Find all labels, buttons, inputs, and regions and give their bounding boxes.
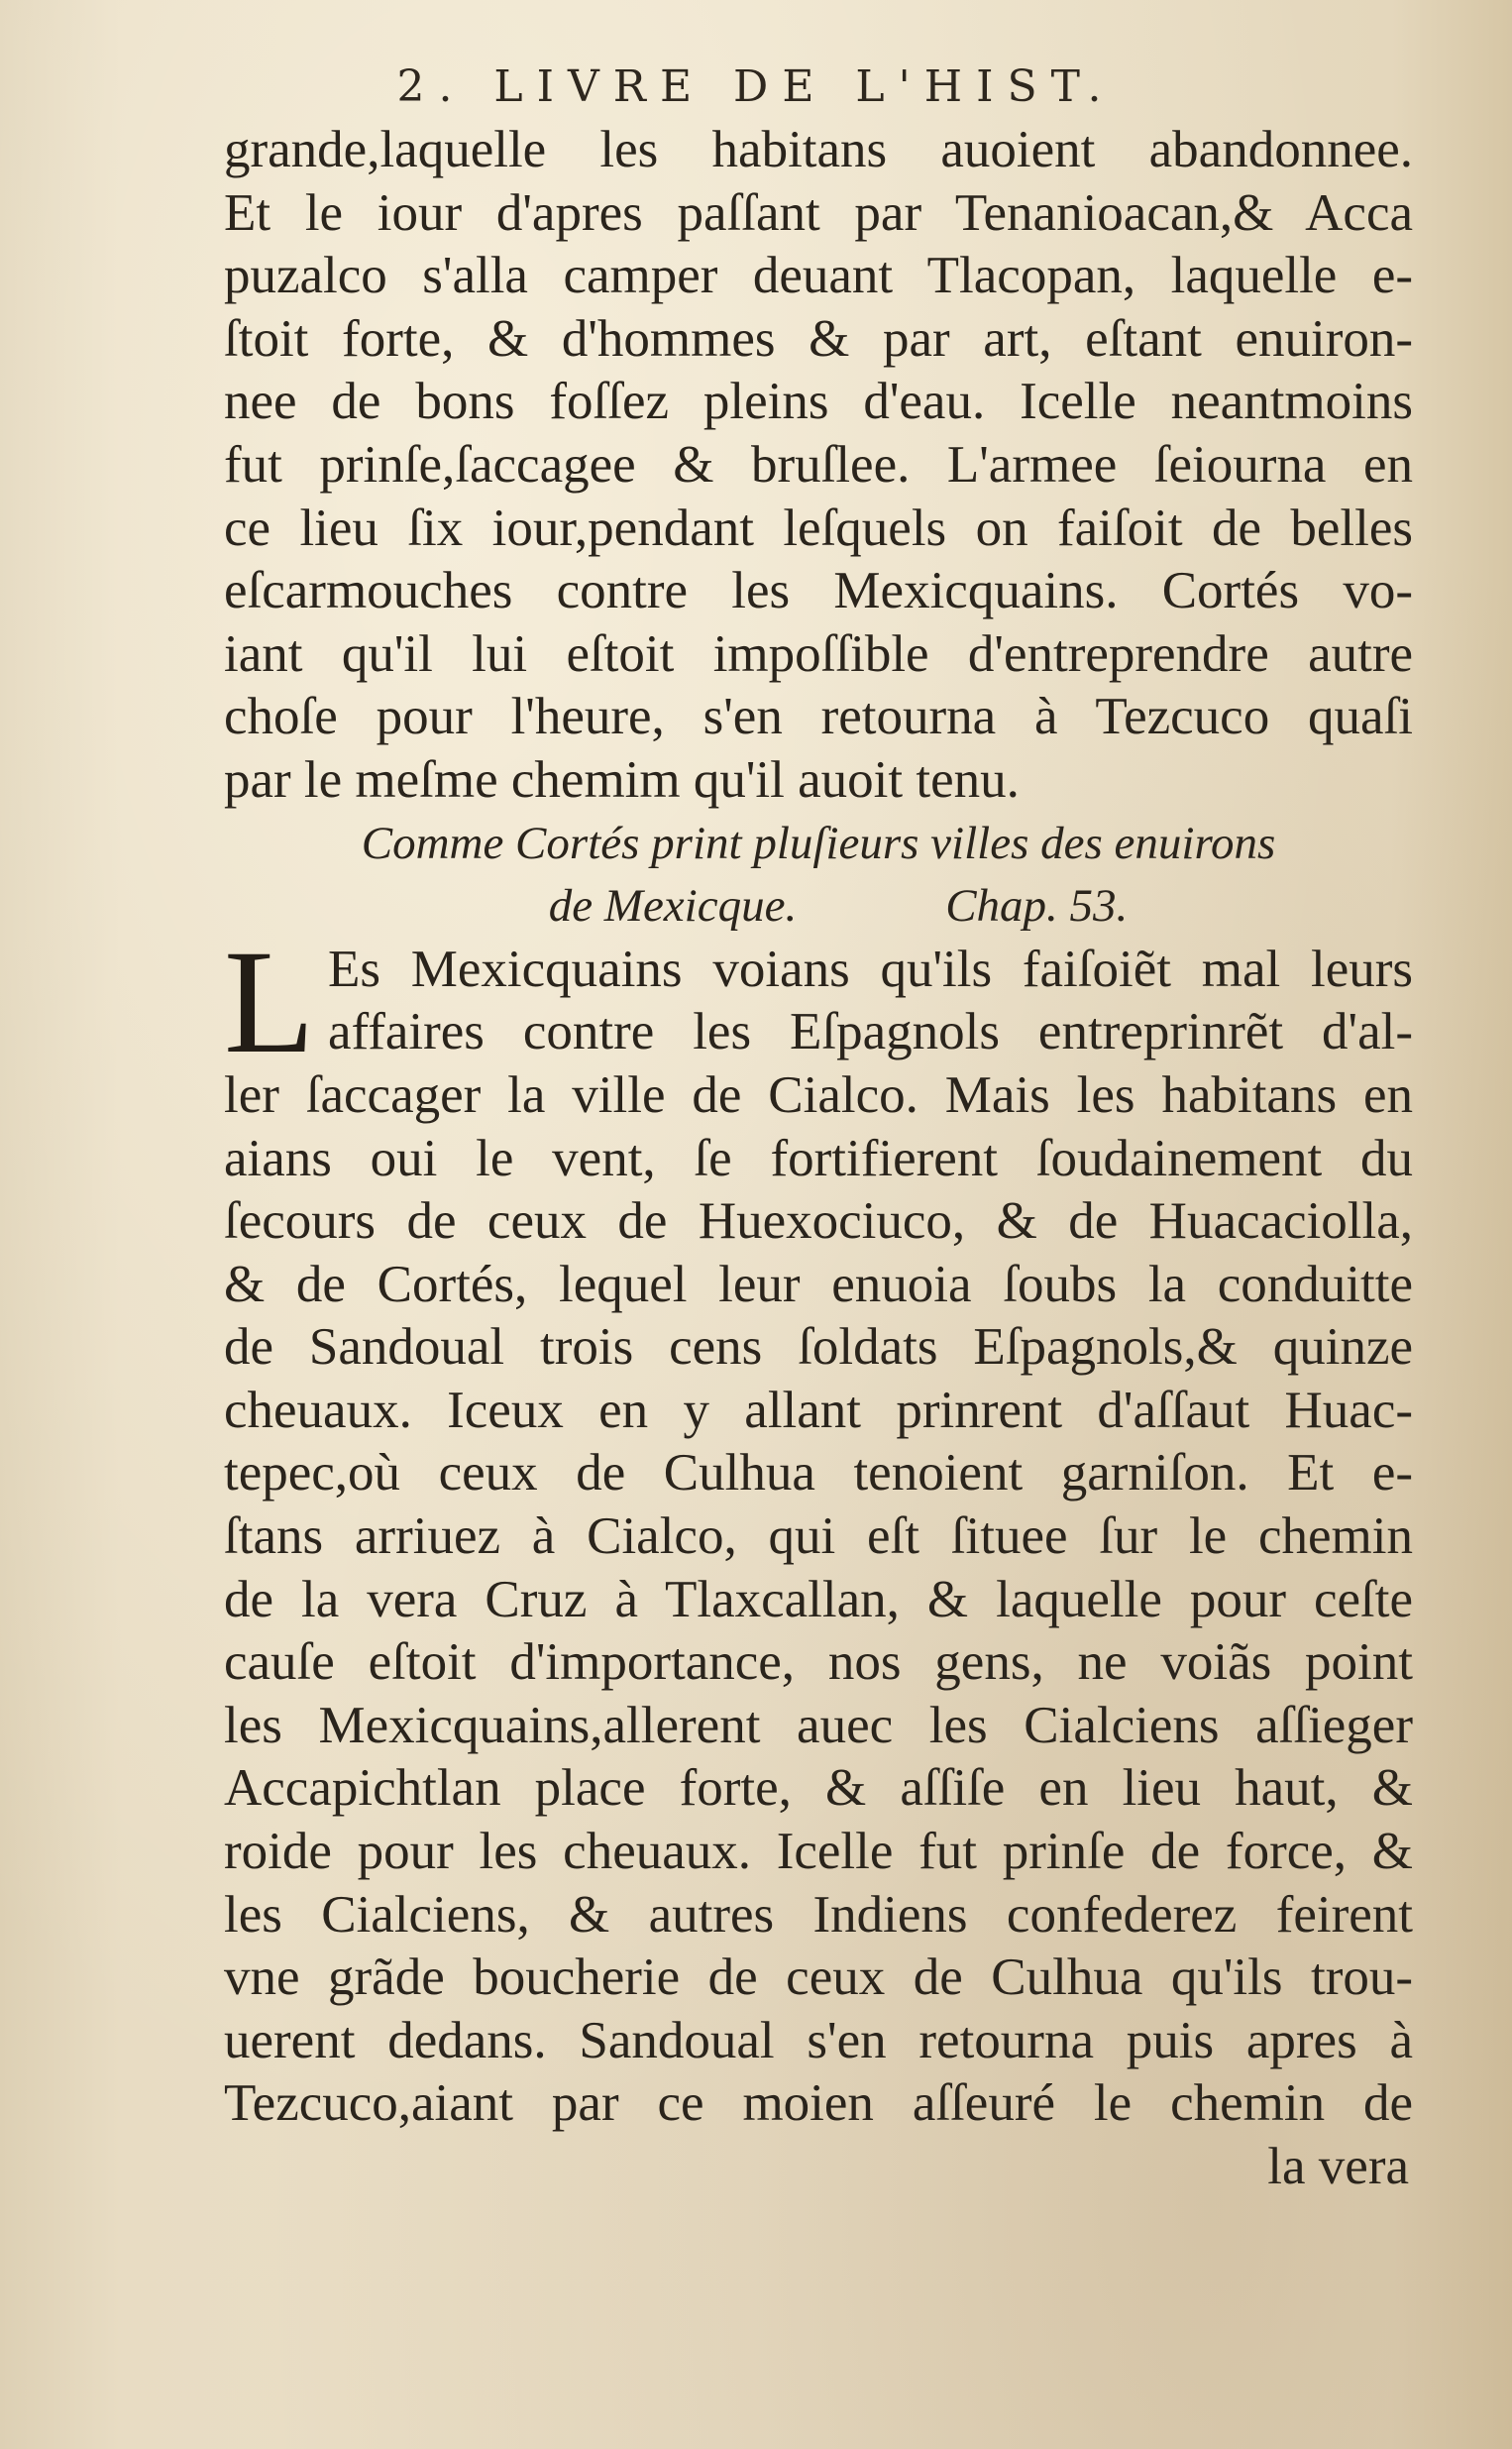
catchword: la vera <box>1267 2138 1409 2195</box>
text-line: aians oui le vent, ſe fortifierent ſoudainement du <box>224 1129 1413 1187</box>
text-line: de Sandoual trois cens ſoldats Eſpagnols,& quinze <box>224 1318 1413 1377</box>
text-line: & de Cortés, lequel leur enuoia ſoubs la conduitte <box>224 1255 1413 1313</box>
text-line: grande,laquelle les habitans auoient abandonnee. <box>224 121 1413 178</box>
chapter-caption-line-1: Comme Cortés print pluſieurs villes des enuirons <box>361 817 1276 869</box>
caption-place: de Mexicque. <box>548 880 798 933</box>
text-line: ſtoit forte, & d'hommes & par art, eſtant enuiron- <box>224 309 1413 368</box>
drop-cap-letter: L <box>224 919 315 1084</box>
text-line: Tezcuco,aiant par ce moien aſſeuré le chemin de <box>224 2074 1413 2133</box>
chapter-number: Chap. 53. <box>945 880 1129 933</box>
text-line: Et le iour d'apres paſſant par Tenanioacan,& Acca <box>224 183 1413 242</box>
text-line: de la vera Cruz à Tlaxcallan, & laquelle pour ceſte <box>224 1570 1413 1628</box>
text-line: les Mexicquains,allerent auec les Cialciens aſſieger <box>224 1696 1413 1754</box>
text-line: les Cialciens, & autres Indiens confederez feirent <box>224 1885 1413 1944</box>
text-line: par le meſme chemim qu'il auoit tenu. <box>224 750 1020 809</box>
text-line: choſe pour l'heure, s'en retourna à Tezcuco quaſi <box>224 688 1413 746</box>
text-line: cauſe eſtoit d'importance, nos gens, ne voiãs point <box>224 1633 1413 1692</box>
text-line: ce lieu ſix iour,pendant leſquels on faiſoit de belles <box>224 499 1413 557</box>
text-line: Accapichtlan place forte, & aſſiſe en lieu haut, & <box>224 1759 1413 1818</box>
paragraph-2-indented-lines <box>224 919 1413 1084</box>
text-line: roide pour les cheuaux. Icelle fut prinſe de force, & <box>224 1823 1413 1881</box>
text-line: iant qu'il lui eſtoit impoſſible d'entreprendre autre <box>224 624 1413 683</box>
text-line: Es Mexicquains voians qu'ils faiſoiẽt mal leurs <box>328 940 1413 998</box>
text-line: affaires contre les Eſpagnols entreprinrẽt d'al- <box>328 1003 1413 1061</box>
paragraph-1 <box>224 119 1413 813</box>
text-line: fut prinſe,ſaccagee & bruſlee. L'armee ſeiourna en <box>224 435 1413 494</box>
paragraph-2 <box>224 1064 1413 2136</box>
chapter-caption-line-2 <box>224 875 1413 939</box>
paragraph-2-opening <box>224 919 1413 1084</box>
text-line: cheuaux. Iceux en y allant prinrent d'aſſaut Huac- <box>224 1381 1413 1439</box>
text-line: puzalco s'alla camper deuant Tlacopan, laquelle e- <box>224 247 1413 305</box>
text-line: vne grãde boucherie de ceux de Culhua qu'ils trou- <box>224 1948 1413 2007</box>
text-line: uerent dedans. Sandoual s'en retourna puis apres à <box>224 2011 1413 2069</box>
text-line: ſecours de ceux de Huexociuco, & de Huacaciolla, <box>224 1192 1413 1251</box>
text-line: tepec,où ceux de Culhua tenoient garniſon. Et e- <box>224 1444 1413 1503</box>
text-line: eſcarmouches contre les Mexicquains. Cortés vo- <box>224 562 1413 620</box>
text-line: ſtans arriuez à Cialco, qui eſt ſituee ſur le chemin <box>224 1507 1413 1566</box>
text-line: ler ſaccager la ville de Cialco. Mais les habitans en <box>224 1065 1413 1124</box>
running-header: 2. LIVRE DE L'HIST. <box>396 61 1116 112</box>
body-text <box>224 119 1413 2199</box>
text-line: nee de bons foſſez pleins d'eau. Icelle neantmoins <box>224 373 1413 431</box>
